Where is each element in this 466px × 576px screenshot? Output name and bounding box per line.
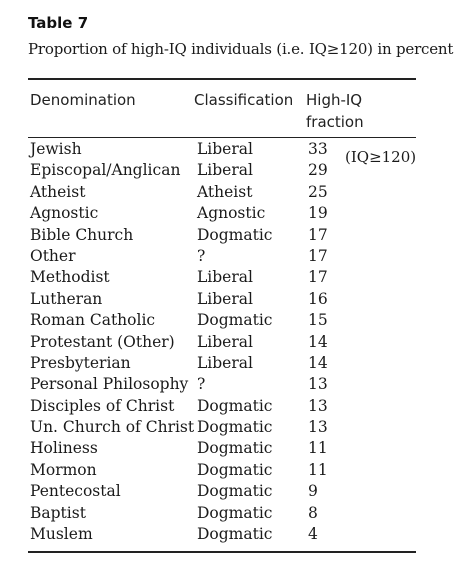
denomination-cell: Disciples of Christ [30, 396, 175, 415]
high-iq-fraction-cell: 13 [308, 396, 328, 415]
table-row [0, 524, 466, 545]
high-iq-fraction-cell: 13 [308, 375, 328, 394]
high-iq-fraction-cell: 14 [308, 353, 328, 372]
table-row [0, 417, 466, 438]
high-iq-fraction-cell: 13 [308, 418, 328, 437]
classification-cell: ? [197, 246, 206, 265]
classification-cell: Atheist [197, 182, 253, 201]
denomination-cell: Bible Church [30, 225, 134, 244]
denomination-cell: Pentecostal [30, 482, 121, 501]
header-fraction-line2: fraction [306, 113, 364, 131]
header-denomination: Denomination [30, 91, 136, 109]
high-iq-fraction-cell: 16 [308, 289, 328, 308]
classification-cell: Dogmatic [197, 482, 273, 501]
high-iq-fraction-cell: 25 [308, 182, 328, 201]
denomination-cell: Agnostic [30, 204, 99, 223]
table-label: Table 7 [28, 14, 89, 32]
table-row [0, 481, 466, 502]
high-iq-fraction-cell: 29 [308, 161, 328, 180]
classification-cell: Dogmatic [197, 418, 273, 437]
denomination-cell: Atheist [30, 182, 86, 201]
denomination-cell: Holiness [30, 439, 98, 458]
table-bottom-rule [28, 551, 416, 553]
classification-cell: Dogmatic [197, 396, 273, 415]
table-row [0, 203, 466, 224]
denomination-cell: Muslem [30, 525, 93, 544]
classification-cell: Dogmatic [197, 503, 273, 522]
table-row [0, 353, 466, 374]
high-iq-fraction-cell: 17 [308, 268, 328, 287]
classification-cell: Liberal [197, 289, 253, 308]
high-iq-fraction-cell: 11 [308, 439, 328, 458]
table-row [0, 289, 466, 310]
denomination-cell: Roman Catholic [30, 311, 156, 330]
table-row [0, 267, 466, 288]
table-row [0, 225, 466, 246]
denomination-cell: Episcopal/Anglican [30, 161, 181, 180]
high-iq-fraction-cell: 4 [308, 525, 318, 544]
table-row [0, 182, 466, 203]
classification-cell: ? [197, 375, 206, 394]
denomination-cell: Methodist [30, 268, 110, 287]
denomination-cell: Mormon [30, 460, 97, 479]
header-classification: Classification [194, 91, 294, 109]
classification-cell: Dogmatic [197, 460, 273, 479]
high-iq-fraction-cell: 15 [308, 311, 328, 330]
high-iq-fraction-cell: 19 [308, 204, 328, 223]
classification-cell: Liberal [197, 140, 253, 158]
denomination-cell: Other [30, 246, 76, 265]
high-iq-fraction-cell: 17 [308, 225, 328, 244]
classification-cell: Dogmatic [197, 525, 273, 544]
iq-threshold-note: (IQ≥120) [345, 148, 417, 166]
high-iq-fraction-cell: 14 [308, 332, 328, 351]
denomination-cell: Personal Philosophy [30, 375, 189, 394]
table-row [0, 374, 466, 395]
classification-cell: Liberal [197, 332, 253, 351]
classification-cell: Liberal [197, 161, 253, 180]
classification-cell: Dogmatic [197, 439, 273, 458]
high-iq-fraction-cell: 8 [308, 503, 318, 522]
denomination-cell: Lutheran [30, 289, 103, 308]
classification-cell: Agnostic [197, 204, 266, 223]
table-header-rule [28, 137, 416, 138]
table-row [0, 460, 466, 481]
table-row [0, 396, 466, 417]
classification-cell: Liberal [197, 268, 253, 287]
classification-cell: Dogmatic [197, 225, 273, 244]
table-row [0, 438, 466, 459]
table-row [0, 503, 466, 524]
table-row [0, 332, 466, 353]
denomination-cell: Baptist [30, 503, 86, 522]
high-iq-fraction-cell: 11 [308, 460, 328, 479]
classification-cell: Dogmatic [197, 311, 273, 330]
table-top-rule [28, 78, 416, 80]
table-caption: Proportion of high-IQ individuals (i.e. IQ≥120) in percent [28, 40, 454, 58]
table-body [0, 139, 466, 545]
classification-cell: Liberal [197, 353, 253, 372]
denomination-cell: Protestant (Other) [30, 332, 175, 351]
high-iq-fraction-cell: 9 [308, 482, 318, 501]
high-iq-fraction-cell: 33 [308, 140, 328, 158]
denomination-cell: Un. Church of Christ [30, 418, 195, 437]
table-row [0, 310, 466, 331]
high-iq-fraction-cell: 17 [308, 246, 328, 265]
header-fraction-line1: High-IQ [306, 91, 363, 109]
header-high-iq-fraction [306, 89, 364, 133]
denomination-cell: Presbyterian [30, 353, 131, 372]
denomination-cell: Jewish [30, 140, 82, 158]
table-row [0, 246, 466, 267]
